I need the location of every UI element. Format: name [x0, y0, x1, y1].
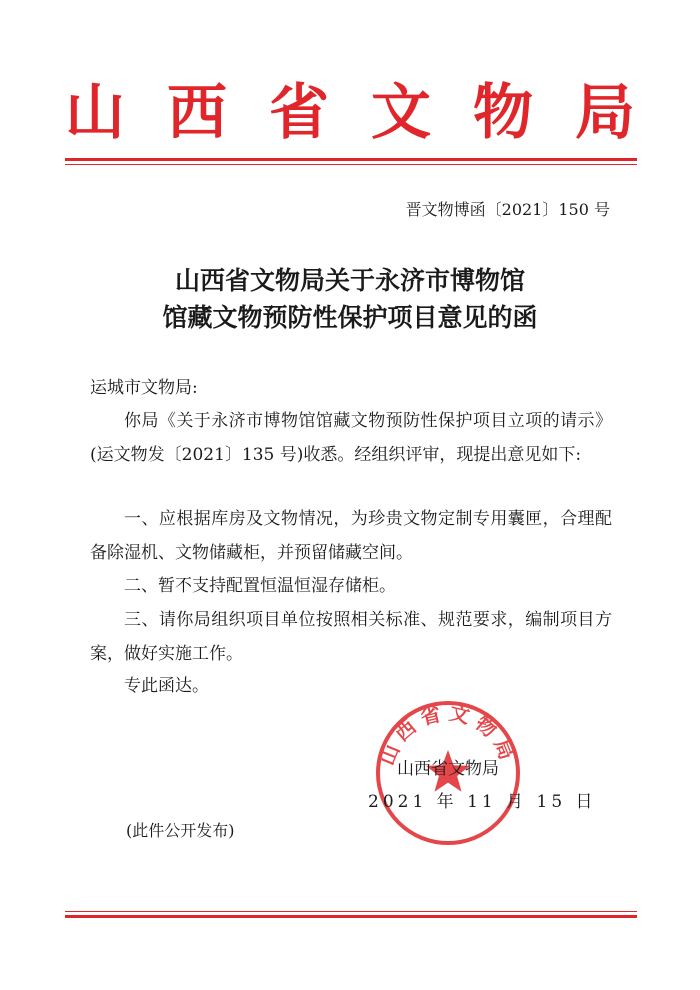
signer-name: 山西省文物局 — [397, 759, 499, 779]
issue-date: 2021 年 11 月 15 日 — [368, 792, 597, 812]
footer-rule-thin — [65, 911, 637, 912]
seal-text: 山西省文物局 — [374, 700, 522, 769]
document-title-line-1: 山西省文物局关于永济市博物馆 — [174, 266, 525, 295]
document-number: 晋文物博函〔2021〕150 号 — [405, 200, 610, 219]
paragraph-closing: 专此函达。 — [124, 676, 209, 696]
paragraph-item-2: 二、暂不支持配置恒温恒湿存储柜。 — [124, 576, 396, 596]
header-rule-thin — [65, 164, 637, 165]
org-header-title: 山西省文物局 — [65, 78, 677, 148]
addressee: 运城市文物局: — [90, 378, 198, 398]
header-rule-thick — [65, 158, 637, 161]
publish-note: (此件公开发布) — [126, 821, 235, 840]
document-title-line-2: 馆藏文物预防性保护项目意见的函 — [162, 303, 538, 332]
footer-rule-thick — [65, 915, 637, 918]
paragraph-item-1: 一、应根据库房及文物情况，为珍贵文物定制专用囊匣，合理配备除湿机、文物储藏柜，并预留储藏空间。 — [90, 509, 612, 563]
paragraph-intro: 你局《关于永济市博物馆馆藏文物预防性保护项目立项的请示》(运文物发〔2021〕135 号)收悉。经组织评审，现提出意见如下: — [90, 411, 612, 465]
paragraph-item-3: 三、请你局组织项目单位按照相关标准、规范要求，编制项目方案，做好实施工作。 — [90, 610, 612, 664]
